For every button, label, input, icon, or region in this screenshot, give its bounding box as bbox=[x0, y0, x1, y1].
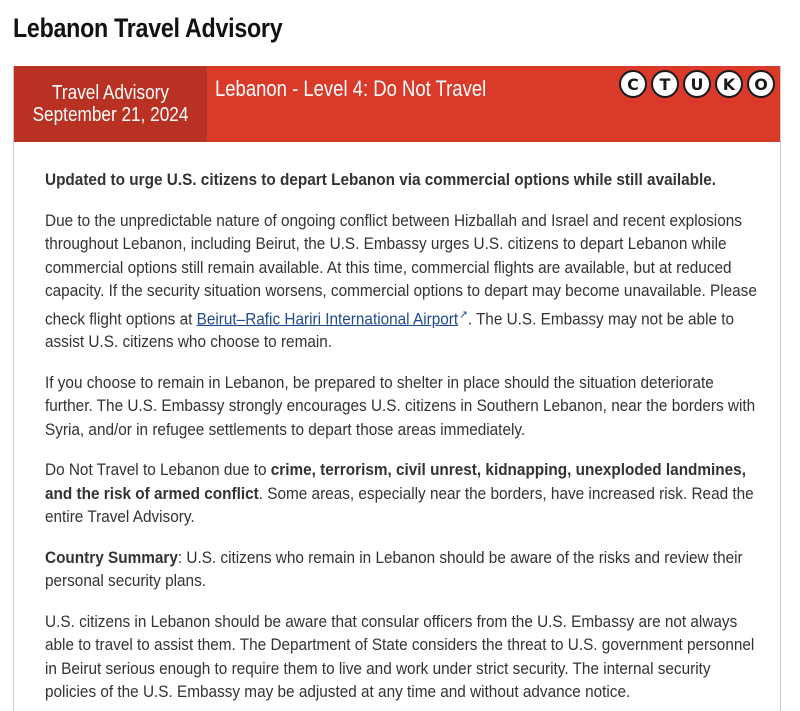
badge-o[interactable]: O bbox=[747, 70, 775, 98]
risk-indicator-badges bbox=[619, 70, 775, 98]
country-summary-label: Country Summary bbox=[45, 548, 178, 567]
p1-text-after-link: . The U.S. Embassy may not be able to assist U.S. citizens who choose to remain. bbox=[45, 309, 735, 352]
advisory-paragraph-1 bbox=[45, 210, 757, 355]
p3-risk-list: crime, terrorism, civil unrest, kidnapping, unexploded landmines, and the risk of armed conflict bbox=[45, 461, 746, 503]
badge-c[interactable]: C bbox=[619, 70, 647, 98]
advisory-level-title: Lebanon - Level 4: Do Not Travel bbox=[215, 76, 487, 101]
advisory-header bbox=[14, 66, 780, 142]
external-link-icon[interactable]: ↗ bbox=[459, 308, 468, 321]
advisory-date: September 21, 2024 bbox=[32, 104, 189, 126]
advisory-paragraph-5: U.S. citizens in Lebanon should be aware that consular officers from the U.S. Embassy are not always able to travel to assist them. The Department of State considers the threat to U.S. government personnel in Beirut serious enough to require them to live and work under strict security. The internal security policies of the U.S. Embassy may be adjusted at any time and without advance notice. bbox=[45, 612, 755, 702]
p1-text-before-link: Due to the unpredictable nature of ongoing conflict between Hizballah and Israel and recent explosions throughout Lebanon, including Beirut, the U.S. Embassy urges U.S. citizens to depart Lebanon while commercial options still remain available. At this time, commercial flights are available, but at reduced capacity. If the security situation worsens, commercial options to depart may become unavailable. Please check flight options at bbox=[45, 211, 757, 328]
country-summary-text: : U.S. citizens who remain in Lebanon should be aware of the risks and review their personal security plans. bbox=[45, 548, 743, 591]
p3-text-before: Do Not Travel to Lebanon due to bbox=[45, 461, 271, 480]
advisory-paragraph-2: If you choose to remain in Lebanon, be prepared to shelter in place should the situation deteriorate further. The U.S. Embassy strongly encourages U.S. citizens in Southern Lebanon, near the borders with Syria, and/or in refugee settlements to depart those areas immediately. bbox=[45, 373, 756, 439]
advisory-box bbox=[13, 66, 781, 711]
advisory-label: Travel Advisory bbox=[52, 82, 169, 104]
advisory-date-box bbox=[14, 66, 207, 142]
badge-k[interactable]: K bbox=[715, 70, 743, 98]
advisory-paragraph-3 bbox=[45, 459, 757, 530]
advisory-body bbox=[45, 169, 757, 711]
airport-link[interactable]: Beirut–Rafic Hariri International Airport bbox=[196, 309, 459, 328]
page-title: Lebanon Travel Advisory bbox=[13, 13, 283, 43]
p3-text-after: . Some areas, especially near the borders, have increased risk. Read the entire Travel Advisory. bbox=[45, 484, 754, 527]
advisory-lead: Updated to urge U.S. citizens to depart Lebanon via commercial options while still available. bbox=[45, 171, 717, 189]
badge-t[interactable]: T bbox=[651, 70, 679, 98]
badge-u[interactable]: U bbox=[683, 70, 711, 98]
advisory-paragraph-4 bbox=[45, 547, 757, 594]
